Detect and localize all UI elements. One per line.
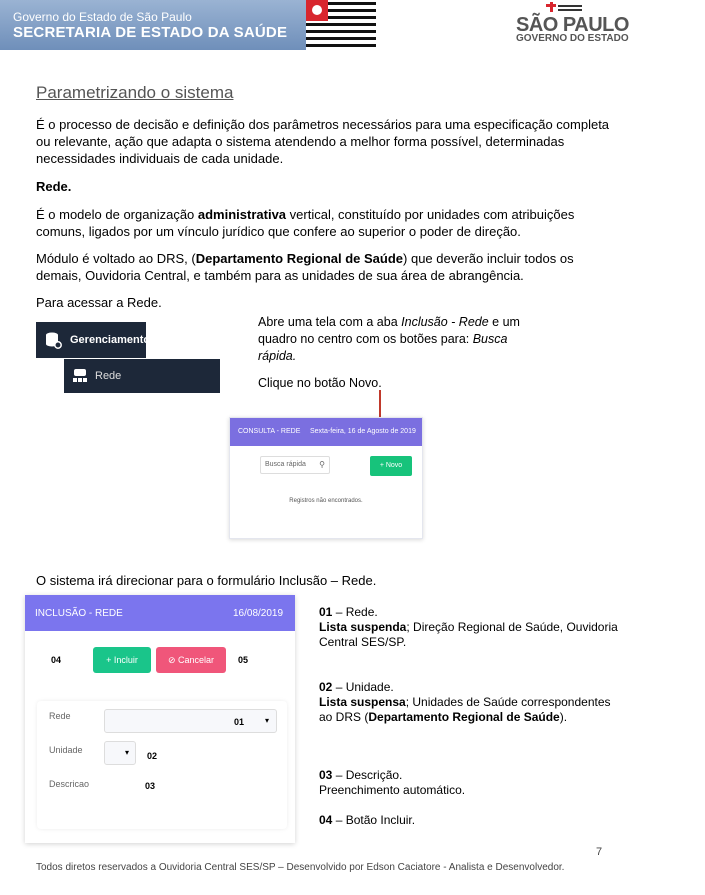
- empty-message: Registros não encontrados.: [289, 498, 363, 504]
- network-icon: [72, 368, 88, 384]
- note-02-drs: Departamento Regional de Saúde: [368, 710, 560, 724]
- search-icon: ⚲: [319, 460, 325, 469]
- note-02: [319, 680, 619, 725]
- rede-select[interactable]: [104, 709, 277, 733]
- note-01-title: – Rede.: [332, 605, 378, 619]
- note-02-title: – Unidade.: [332, 680, 394, 694]
- marker-02: 02: [147, 751, 158, 761]
- plus-icon: +: [106, 655, 114, 665]
- inclusao-rede-screenshot: [25, 595, 295, 843]
- page-number: 7: [596, 846, 603, 858]
- rede-p1-text-end: vertical, constituído por unidades com atribuições comuns, ligados por um vínculo jurídico que confere ao superior o poder de direção.: [36, 207, 575, 239]
- click-new-text: Clique no botão Novo.: [258, 376, 382, 390]
- note-03-title: – Descrição.: [332, 768, 403, 782]
- note-01-bold: Lista suspenda: [319, 620, 407, 634]
- note-02-num: 02: [319, 680, 333, 694]
- instruction-text: [258, 314, 520, 365]
- instr-search: Busca rápida.: [258, 332, 508, 363]
- rede-paragraph-1: [36, 206, 616, 240]
- menu-rede-label: Rede: [95, 370, 122, 382]
- new-button[interactable]: + Novo: [370, 456, 412, 476]
- rede-p2-text-end: ) que deverão incluir todos os demais, Ouvidoria Central, e também para as unidades de sua área de abrangência.: [36, 251, 574, 283]
- rede-p2-bold: Departamento Regional de Saúde: [195, 251, 404, 266]
- footer-text: Todos diretos reservados a Ouvidoria Central SES/SP – Desenvolvido por Edson Caciatore - Analista e Desenvolvedor.: [36, 862, 565, 873]
- label-descricao: Descricao: [49, 779, 90, 789]
- instr-tab-name: Inclusão - Rede: [401, 315, 489, 329]
- note-03: [319, 768, 619, 798]
- redirect-text: O sistema irá direcionar para o formulário Inclusão – Rede.: [36, 573, 377, 588]
- chevron-down-icon: ▾: [125, 748, 130, 757]
- quick-search-input[interactable]: [260, 456, 330, 474]
- inclusao-title: INCLUSÃO - REDE: [35, 608, 123, 619]
- note-02-end: ).: [559, 710, 568, 724]
- form-card: [37, 701, 287, 829]
- sao-paulo-flag-icon: [306, 0, 376, 50]
- consulta-date: Sexta-feira, 16 de Agosto de 2019: [310, 428, 416, 435]
- marker-01: 01: [234, 717, 245, 727]
- label-rede: Rede: [49, 711, 71, 721]
- quick-search-placeholder: Busca rápida: [265, 461, 306, 468]
- unidade-select[interactable]: [104, 741, 136, 765]
- intro-paragraph: É o processo de decisão e definição dos parâmetros necessários para uma especificação completa ou relevante, ação que adapta o sistema atendendo a melhor forma possível, determinadas necessidades individuais de cada unidade.: [36, 117, 610, 166]
- header-secretaria: SECRETARIA DE ESTADO DA SAÚDE: [13, 24, 288, 41]
- note-04: [319, 813, 619, 828]
- instr-text: Abre uma tela com a aba: [258, 315, 402, 329]
- instr-text-2: e um quadro no centro com os botões para:: [258, 315, 520, 346]
- inclusao-date: 16/08/2019: [233, 608, 284, 619]
- menu-rede[interactable]: [64, 359, 220, 393]
- include-button[interactable]: [93, 647, 151, 673]
- note-02-bold: Lista suspensa: [319, 695, 406, 709]
- note-04-num: 04: [319, 813, 333, 827]
- consulta-header: [230, 418, 422, 446]
- header-government: Governo do Estado de São Paulo: [13, 10, 192, 24]
- rede-p1-text: É o modelo de organização: [36, 207, 198, 222]
- note-03-rest: Preenchimento automático.: [319, 783, 466, 797]
- marker-05: 05: [238, 655, 249, 665]
- note-01: [319, 605, 619, 650]
- logo-governo: GOVERNO DO ESTADO: [516, 33, 629, 44]
- include-button-label: Incluir: [113, 655, 138, 665]
- chevron-down-icon: ▾: [265, 716, 270, 725]
- label-unidade: Unidade: [49, 745, 83, 755]
- rede-heading: Rede.: [36, 179, 72, 194]
- consulta-title: CONSULTA - REDE: [238, 428, 301, 435]
- section-title: Parametrizando o sistema: [36, 83, 234, 102]
- note-01-num: 01: [319, 605, 333, 619]
- rede-p1-bold: administrativa: [197, 207, 287, 222]
- consulta-rede-screenshot: [229, 417, 423, 539]
- access-text: Para acessar a Rede.: [36, 295, 162, 310]
- logo-sao-paulo: SÃO PAULO: [516, 14, 629, 36]
- cancel-button[interactable]: [156, 647, 226, 673]
- note-02-rest: ; Unidades de Saúde correspondentes ao DRS (: [319, 695, 611, 724]
- menu-gerenciamento[interactable]: [36, 322, 151, 358]
- menu-gerenciamento-label: Gerenciamento: [70, 334, 151, 346]
- cancel-icon: ⊘: [167, 655, 178, 665]
- note-03-num: 03: [319, 768, 333, 782]
- marker-03: 03: [145, 781, 156, 791]
- note-01-rest: ; Direção Regional de Saúde, Ouvidoria Central SES/SP.: [319, 620, 618, 649]
- cancel-button-label: Cancelar: [178, 655, 215, 665]
- rede-paragraph-2: [36, 250, 616, 284]
- inclusao-header: [25, 595, 295, 631]
- note-04-title: – Botão Incluir.: [332, 813, 416, 827]
- database-gear-icon: [44, 331, 62, 349]
- marker-04: 04: [51, 655, 62, 665]
- rede-p2-text: Módulo é voltado ao DRS, (: [36, 251, 196, 266]
